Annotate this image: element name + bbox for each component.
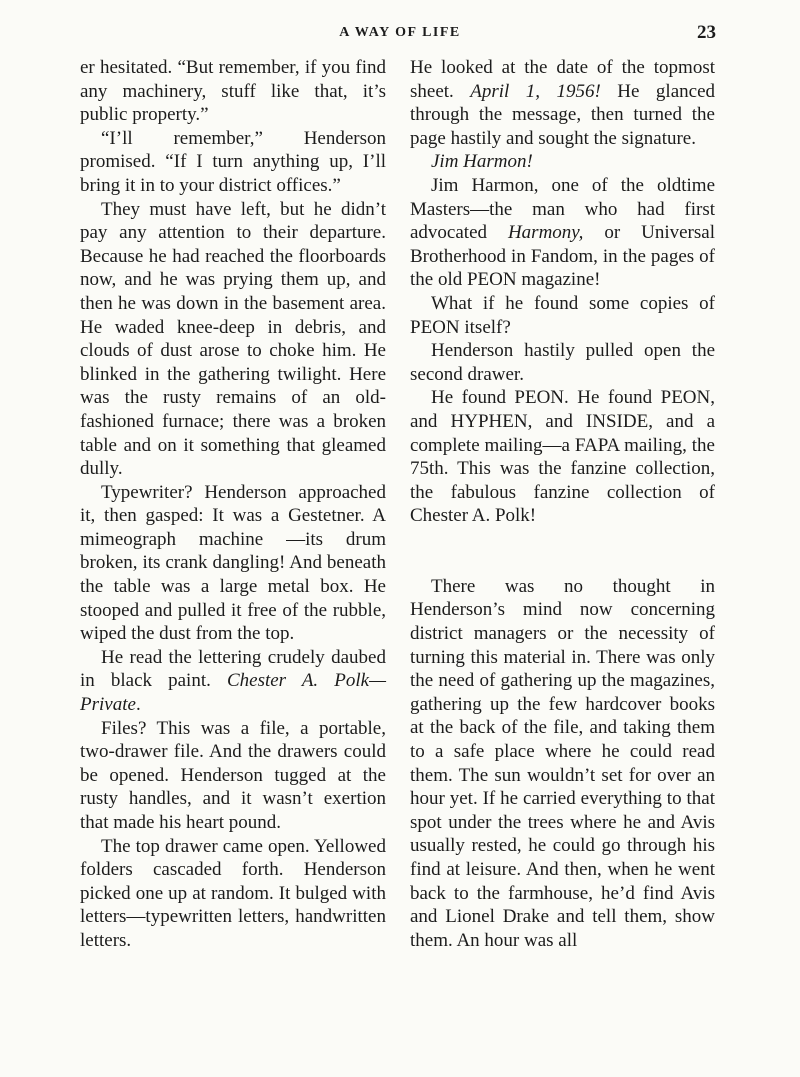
text-run: He read the lettering crudely daubed in black paint. [80,646,386,692]
paragraph: Files? This was a file, a portable, two-drawer file. And the drawers could be opened. Henderson tugged at the rusty handles, and it wasn’t exertion that made his heart pound. [80,717,386,833]
section-start-paragraph: There was no thought in Henderson’s mind now concerning district managers or the necessity of turning this material in. There was only the need of gathering up the magazines, gathering up the few hardcover books at the back of the file, and taking them to a safe place where he could read them. The sun wouldn’t set for over an hour yet. If he carried everything to that spot under the trees where he and Avis usually rested, he could go through his find at leisure. And then, when he went back to the farmhouse, he’d find Avis and Lionel Drake and tell them, show them. An hour was all [410,575,715,951]
italic-text: Harmony, [507,222,584,244]
text-run: . [135,694,141,716]
text-run: He glanced through the message, then turned the page hastily and sought the signature. [410,80,716,149]
running-title: A WAY OF LIFE [339,25,461,40]
left-column [80,56,386,953]
page-number: 23 [697,22,716,43]
paragraph: Henderson hastily pulled open the second drawer. [410,340,715,385]
italic-text: Jim Harmon! [431,151,533,173]
paragraph: The top drawer came open. Yellowed folders cascaded forth. Henderson picked one up at random. It bulged with letters—typewritten letters, handwritten letters. [80,835,386,951]
paragraph: Typewriter? Henderson approached it, then gasped: It was a Gestetner. A mimeograph machine —its drum broken, its crank dangling! And beneath the table was a large metal box. He stooped and pulled it free of the rubble, wiped the dust from the top. [80,481,386,645]
paragraph: They must have left, but he didn’t pay any attention to their departure. Because he had reached the floorboards now, and he was prying them up, and then he was down in the basement area. He waded knee-deep in debris, and clouds of dust arose to choke him. He blinked in the gathering twilight. Here was the rusty remains of an old-fashioned furnace; there was a broken table and on it something that gleamed dully. [80,198,386,480]
paragraph [410,56,715,150]
paragraph: “I’ll remember,” Henderson promised. “If I turn anything up, I’ll bring it in to your district offices.” [80,127,386,196]
text-run: or Universal Brotherhood in Fandom, in the pages of the old PEON magazine! [410,222,715,291]
right-column [410,56,715,952]
paragraph [80,646,386,717]
paragraph: What if he found some copies of PEON itself? [410,292,715,338]
paragraph [410,150,715,174]
paragraph: er hesitated. “But remember, if you find any machinery, stuff like that, it’s public property.” [80,57,386,126]
running-header [0,22,800,48]
italic-text: April 1, 1956! [470,80,601,102]
paragraph: He found PEON. He found PEON, and HYPHEN, and INSIDE, and a complete mailing—a FAPA mailing, the 75th. This was the fanzine collection, the fabulous fanzine collection of Chester A. Polk! [410,387,715,527]
text-run: Jim Harmon, one of the oldtime Masters—the man who had first advocated [410,174,715,244]
italic-text: Chester A. Polk—Private [80,670,386,716]
paragraph [410,174,715,292]
text-run: He looked at the date of the topmost sheet. [410,57,715,102]
